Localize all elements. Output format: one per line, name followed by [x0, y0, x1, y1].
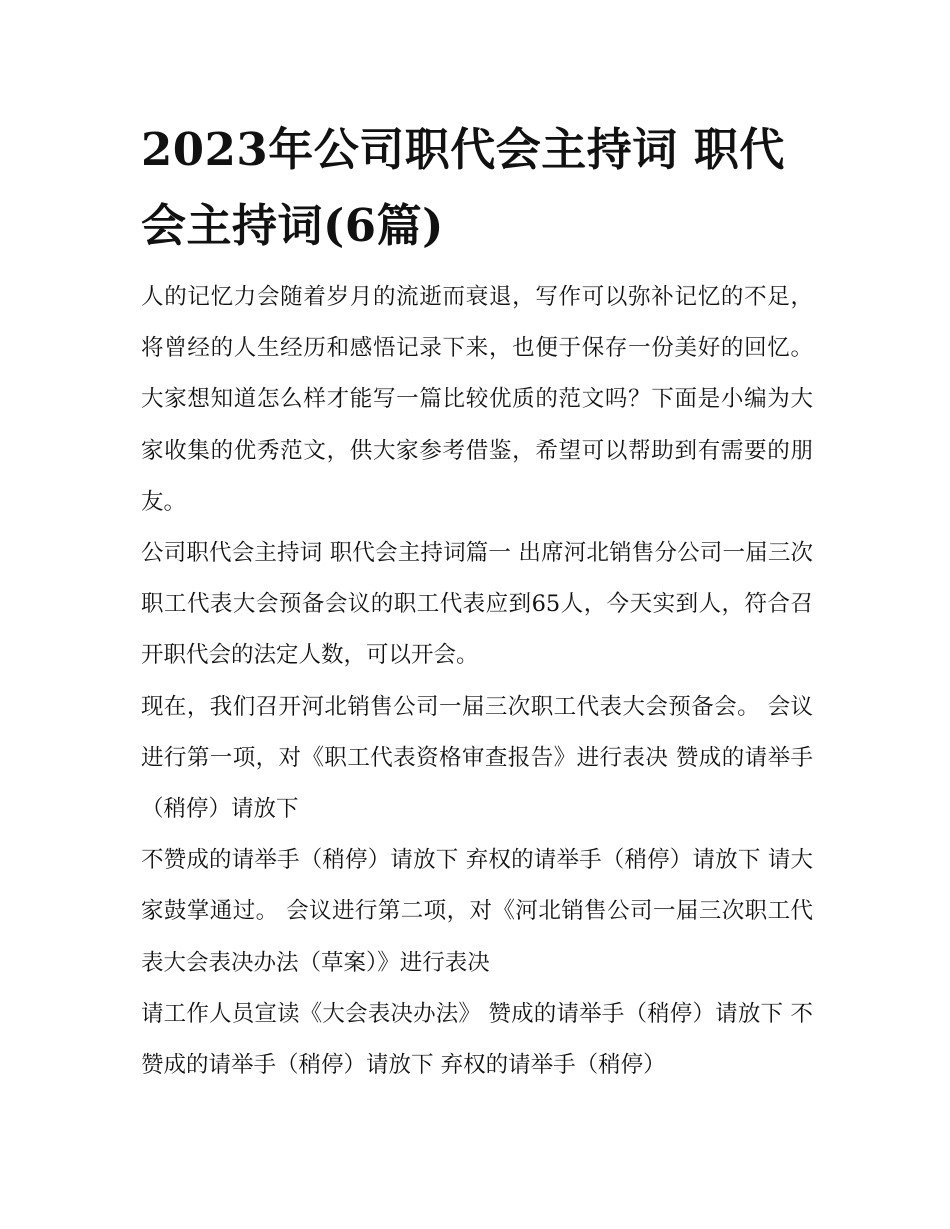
paragraph-item-one: 现在，我们召开河北销售公司一届三次职工代表大会预备会。 会议进行第一项，对《职工代表资格审查报告》进行表决 赞成的请举手（稍停）请放下 [141, 693, 813, 823]
paragraph-voting: 请工作人员宣读《大会表决办法》 赞成的请举手（稍停）请放下 不赞成的请举手（稍停）请放下 弃权的请举手（稍停） [141, 1000, 813, 1079]
paragraph-intro: 人的记忆力会随着岁月的流逝而衰退，写作可以弥补记忆的不足，将曾经的人生经历和感悟记录下来，也便于保存一份美好的回忆。大家想知道怎么样才能写一篇比较优质的范文吗？下面是小编为大家收集的优秀范文，供大家参考借鉴，希望可以帮助到有需要的朋友。 [141, 284, 813, 515]
document-page [141, 112, 813, 1091]
paragraph-attendance: 公司职代会主持词 职代会主持词篇一 出席河北销售分公司一届三次职工代表大会预备会议的职工代表应到65人，今天实到人，符合召开职代会的法定人数，可以开会。 [141, 540, 813, 669]
paragraph-item-two: 不赞成的请举手（稍停）请放下 弃权的请举手（稍停）请放下 请大家鼓掌通过。 会议进行第二项，对《河北销售公司一届三次职工代表大会表决办法（草案）》进行表决 [141, 847, 813, 976]
document-title: 2023年公司职代会主持词 职代会主持词(6篇) [141, 123, 785, 252]
